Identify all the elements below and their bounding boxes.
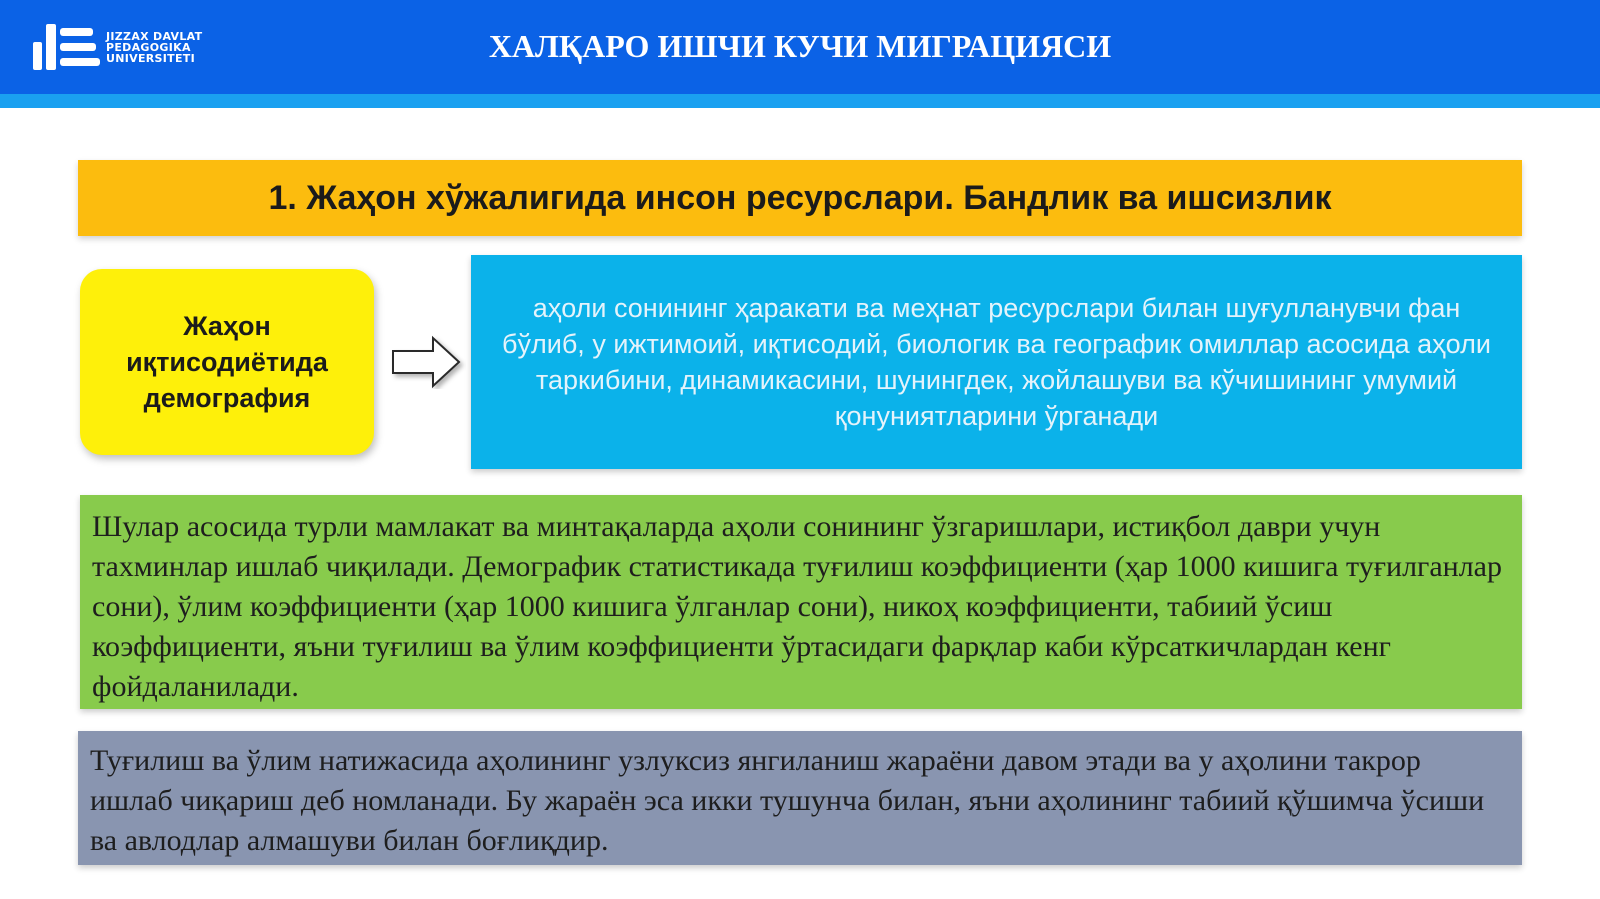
term-box bbox=[80, 269, 374, 455]
section-heading: 1. Жаҳон хўжалигида инсон ресурслари. Бандлик ва ишсизлик bbox=[268, 178, 1332, 217]
section-heading-bar bbox=[78, 160, 1522, 236]
university-logo-icon bbox=[33, 24, 101, 70]
header-bar bbox=[0, 0, 1600, 94]
term-label: Жаҳон иқтисодиётида демография bbox=[126, 311, 328, 413]
statistics-paragraph-box bbox=[80, 495, 1522, 709]
statistics-paragraph: Шулар асосида турли мамлакат ва минтақаларда аҳоли сонининг ўзгаришлари, истиқбол даври учун тахминлар ишлаб чиқилади. Демографик статистикада туғилиш коэффициенти (ҳар 1000 кишига туғилганлар сони), ўлим коэффициенти (ҳар 1000 кишига ўлганлар сони), никоҳ коэффициенти, табиий ўсиш коэффициенти, яъни туғилиш ва ўлим коэффициенти ўртасидаги фарқлар каби кўрсаткичлардан кенг фойдаланилади. bbox=[92, 510, 1502, 703]
university-name-line-2: PEDAGOGIKA bbox=[106, 41, 191, 54]
definition-text: аҳоли сонининг ҳаракати ва меҳнат ресурслари билан шуғулланувчи фан бўлиб, у ижтимоий, иқтисодий, биологик ва географик омиллар асосида аҳоли таркибини, динамикасини, шунингдек, жойлашуви ва кўчишининг умумий қонуниятларини ўрганади bbox=[502, 293, 1491, 431]
definition-box bbox=[471, 255, 1522, 469]
university-name bbox=[106, 31, 202, 64]
slide-title: ХАЛҚАРО ИШЧИ КУЧИ МИГРАЦИЯСИ bbox=[488, 28, 1112, 64]
header-accent-strip bbox=[0, 94, 1600, 108]
right-arrow-icon bbox=[391, 335, 466, 389]
reproduction-paragraph: Туғилиш ва ўлим натижасида аҳолининг узлуксиз янгиланиш жараёни давом этади ва у аҳолини такрор ишлаб чиқариш деб номланади. Бу жараён эса икки тушунча билан, яъни аҳолининг табиий қўшимча ўсиши ва авлодлар алмашуви билан боғлиқдир. bbox=[90, 744, 1485, 857]
reproduction-paragraph-box bbox=[78, 731, 1522, 865]
university-name-line-3: UNIVERSITETI bbox=[106, 52, 195, 65]
university-name-line-1: JIZZAX DAVLAT bbox=[106, 30, 203, 43]
